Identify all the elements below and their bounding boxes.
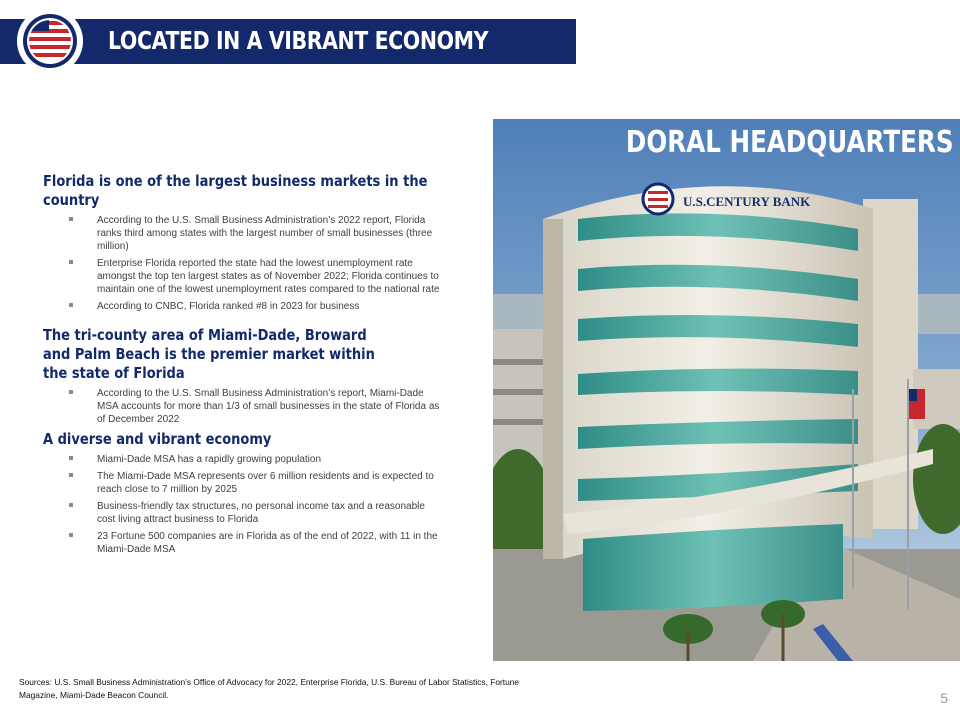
flag-globe-icon: [17, 8, 83, 74]
list-item: Enterprise Florida reported the state had the lowest unemployment rate amongst the top ten largest states as of November 2022; Florida continues to maintain one of the lowest unemployment rates compared to the national rate: [97, 257, 443, 296]
bullet-marker: [69, 390, 73, 394]
content-column: [43, 172, 443, 560]
page-title: LOCATED IN A VIBRANT ECONOMY: [108, 26, 489, 55]
headquarters-photo: [493, 119, 960, 661]
list-item: 23 Fortune 500 companies are in Florida as of the end of 2022, with 11 in the Miami-Dade MSA: [97, 530, 443, 556]
bullet-marker: [69, 473, 73, 477]
bullet-list: [43, 453, 443, 556]
page-number: 5: [940, 690, 948, 706]
list-item: Miami-Dade MSA has a rapidly growing population: [97, 453, 443, 466]
section-diverse-economy: [43, 430, 443, 556]
section-florida-markets: [43, 172, 443, 313]
list-item: According to the U.S. Small Business Administration’s 2022 report, Florida ranks third among states with the largest number of small businesses (three million): [97, 214, 443, 253]
building-sign: U.S.CENTURY BANK: [683, 194, 811, 209]
bullet-marker: [69, 260, 73, 264]
bullet-marker: [69, 503, 73, 507]
section-heading: The tri-county area of Miami-Dade, Broward and Palm Beach is the premier market within the state of Florida: [43, 326, 375, 382]
sources-footnote: Sources: U.S. Small Business Administration’s Office of Advocacy for 2022, Enterprise Florida, U.S. Bureau of Labor Statistics, Fortune Magazine, Miami-Dade Beacon Council.: [19, 677, 520, 700]
section-heading: A diverse and vibrant economy: [43, 430, 272, 448]
section-heading: Florida is one of the largest business markets in the country: [43, 172, 428, 209]
list-item: Business-friendly tax structures, no personal income tax and a reasonable cost living attract business to Florida: [97, 500, 443, 526]
photo-caption: DORAL HEADQUARTERS: [626, 125, 954, 160]
list-item: According to the U.S. Small Business Administration’s report, Miami-Dade MSA accounts for more than 1/3 of small businesses in the state of Florida as of December 2022: [97, 387, 443, 426]
bullet-marker: [69, 303, 73, 307]
list-item: The Miami-Dade MSA represents over 6 million residents and is expected to reach close to 7 million by 2025: [97, 470, 443, 496]
bullet-list: [43, 214, 443, 313]
bullet-list: [43, 387, 443, 426]
list-item: According to CNBC, Florida ranked #8 in 2023 for business: [97, 300, 443, 313]
section-tri-county: [43, 326, 443, 426]
bullet-marker: [69, 456, 73, 460]
bullet-marker: [69, 217, 73, 221]
bullet-marker: [69, 533, 73, 537]
